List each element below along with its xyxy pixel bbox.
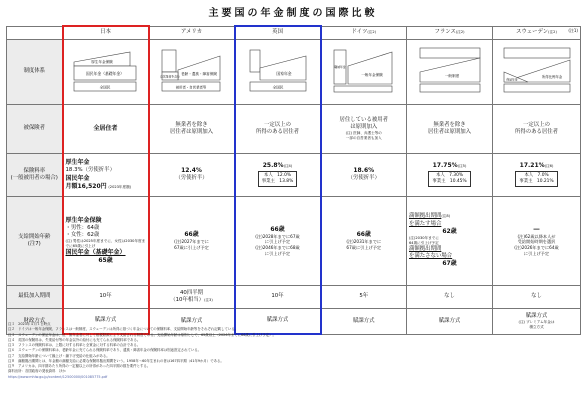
diagram-germany-side: 職域年金 <box>334 65 346 70</box>
age-uk-l3: (注)2046年までに68歳 に引上げ予定 <box>255 245 300 256</box>
diagram-japan-mid: 国民年金（基礎年金） <box>85 71 124 77</box>
diagram-usa-mid: 老齢・遺族・障害保険 <box>180 72 217 77</box>
age-france-l7: 67歳 <box>442 260 457 268</box>
row-label-rate: 保険料率 (一般被用者の場合) <box>7 154 63 197</box>
row-label-system: 制度体系 <box>7 40 63 105</box>
min-usa-l1: 40四半期 <box>179 289 204 296</box>
min-sweden: なし <box>493 286 581 309</box>
fin-usa: 賦課方式 <box>149 309 235 335</box>
rate-japan-l3: 国民年金 <box>65 174 90 182</box>
diagram-japan-bottom: 全国民 <box>99 85 110 90</box>
header-row <box>7 26 581 40</box>
min-france: なし <box>407 286 493 309</box>
insured-germany <box>321 105 407 154</box>
age-france-l1-note: (注8) <box>441 214 451 219</box>
row-system <box>7 40 581 105</box>
footnote-8: 注８ 満額拠出期間とは、年金額の満額支給に必要な保険料拠出期間をいう。1958年〜60年生まれの者は167四半期（41年9か月）である。 <box>8 358 224 363</box>
insured-usa: 無業者を除き 居住者は原則加入 <box>149 105 235 154</box>
diagram-sweden <box>493 40 581 105</box>
rate-japan-l1: 厚生年金 <box>65 159 90 167</box>
footnote-7: 注７ 支給開始年齢について繰上げ・繰下げ受給の仕組みがある。 <box>8 353 110 358</box>
diagram-usa-side: 自営業者を含む <box>159 74 180 79</box>
rate-usa-l2: （労使折半） <box>175 175 208 182</box>
diagram-france-mid: 一般制度 <box>444 74 459 79</box>
diagram-usa <box>149 40 235 105</box>
page-title: 主要国の年金制度の国際比較 <box>208 8 378 19</box>
header-sweden: スウェーデン(注2) <box>493 26 581 40</box>
age-france-l3: 62歳 <box>442 228 457 236</box>
title-note: (注1) <box>568 28 578 33</box>
rate-uk-l1-note: (注4) <box>283 163 293 168</box>
age-germany-l2: (注)2031年までに 67歳に引上げ予定 <box>346 239 382 251</box>
header-germany: ドイツ(注2) <box>321 26 407 40</box>
age-japan-l5: 65歳 <box>98 257 113 265</box>
footnote-5: 注５ フランスの保険料率は、上限に対する料率と全賃金に対する料率の合計である。 <box>8 343 141 348</box>
diagram-uk-bottom: 全国民 <box>272 85 283 90</box>
age-france-l5: 満額拠出期間 <box>409 245 442 252</box>
rate-france-l1: 17.75% <box>432 161 458 169</box>
footnotes <box>8 322 580 380</box>
insured-uk: 一定以上の 所得のある居住者 <box>235 105 321 154</box>
diagram-uk <box>235 40 321 105</box>
system-diagram-germany <box>326 42 402 98</box>
diagram-japan <box>63 40 149 105</box>
age-uk <box>235 197 321 286</box>
rate-france-l2: 本人 7.30% <box>435 173 464 179</box>
age-sweden-l1: ― <box>533 225 540 233</box>
diagram-sweden-top: 所得比例年金 <box>541 75 562 80</box>
rate-france <box>407 154 493 197</box>
insured-japan: 全居住者 <box>63 105 149 154</box>
row-label-insured: 被保険者 <box>7 105 63 154</box>
system-diagram-sweden <box>498 42 576 98</box>
header-usa: アメリカ <box>149 26 235 40</box>
row-insured <box>7 105 581 154</box>
rate-france-l3: 事業主 10.45% <box>432 179 467 185</box>
rate-uk-l1: 25.8% <box>262 161 284 169</box>
diagram-uk-mid: 国家年金 <box>275 71 292 77</box>
rate-france-breakdown <box>428 171 470 187</box>
age-uk-l2: (注)2028年までに67歳 に引上げ予定 <box>255 233 300 245</box>
header-japan: 日本 <box>63 26 149 40</box>
rate-sweden-breakdown <box>515 171 557 187</box>
insured-germany-main: 居住している被用者 は原則加入 <box>339 116 389 131</box>
rate-uk-l3: 事業主 13.8% <box>261 179 294 185</box>
source-url-link[interactable]: https://www.mhlw.go.jp/content/12500000/001085775.pdf <box>8 374 108 379</box>
diagram-germany-mid: 一般年金保険 <box>360 73 383 78</box>
footnote-3: 注３ スウェーデンの保証年金は、低・無年金者に対して租税財源により支給される制度である。支給開始年齢は原則として、65歳以上（2026年までに66歳に引上げ予定）。 <box>8 332 276 337</box>
rate-sweden <box>493 154 581 197</box>
footnote-6: 注６ スウェーデンの保険料率は、老齢年金に充てられる保険料率であり、遺族・障害年金の保険料率は別途設定されている。 <box>8 348 202 353</box>
system-diagram-france <box>412 42 488 98</box>
fin-france: 賦課方式 <box>407 309 493 335</box>
min-usa <box>149 286 235 309</box>
age-usa-l1: 66歳 <box>184 231 199 239</box>
rate-sweden-l2: 本人 7.0% <box>524 173 549 179</box>
age-japan-l3: ・女性：62歳 <box>65 232 100 239</box>
header-france: フランス(注2) <box>407 26 493 40</box>
age-japan-l1: 厚生年金保険 <box>65 216 102 224</box>
min-usa-note: (注3) <box>204 298 213 302</box>
age-usa <box>149 197 235 286</box>
rate-germany <box>321 154 407 197</box>
insured-germany-note: (注) 医師、弁護士等の 一部の自営業者も加入 <box>345 131 382 141</box>
fin-japan: 賦課方式 <box>63 309 149 335</box>
diagram-japan-top: 厚生年金保険 <box>90 60 113 65</box>
rate-japan <box>63 154 149 197</box>
min-japan: 10年 <box>63 286 149 309</box>
rate-sweden-l3: 事業主 10.21% <box>519 179 554 185</box>
diagram-sweden-mid: 保証年金 <box>505 77 518 82</box>
age-sweden-l2: (注)62歳以降本人が 受給開始時期を選択 (注)2026年までに64歳 に引上げ予定 <box>514 233 559 256</box>
age-france-l4: (注)2030年までに 64歳に引上げ予定 <box>409 236 439 245</box>
fin-sweden-l1: 賦課方式 <box>525 312 548 319</box>
age-usa-l2: (注)2027年までに 67歳に引上げ予定 <box>174 239 209 251</box>
system-diagram-usa <box>154 42 230 98</box>
age-japan <box>63 197 149 286</box>
header-blank <box>7 26 63 40</box>
age-germany-l1: 66歳 <box>356 231 371 239</box>
fin-germany: 賦課方式 <box>321 309 407 335</box>
fin-sweden-l2: (注) プレミアム年金は 積立方式 <box>518 320 555 329</box>
fin-uk: 賦課方式 <box>235 309 321 335</box>
row-label-min-period: 最低加入期間 <box>7 286 63 309</box>
age-uk-l1: 66歳 <box>270 225 285 233</box>
min-germany: 5年 <box>321 286 407 309</box>
rate-germany-l2: （労使折半） <box>347 175 380 182</box>
row-label-finance: 財政方式 <box>7 309 63 335</box>
diagram-france <box>407 40 493 105</box>
age-sweden <box>493 197 581 286</box>
footnote-9: 注９ アメリカは、四半期あたり所得の一定額以上の所得があった四半期の数を要件とする。 <box>8 364 151 369</box>
age-japan-note: (注) 男性は2025年度までに、女性は2030年度までに65歳に引上げ <box>65 239 146 249</box>
system-diagram-uk <box>240 42 316 98</box>
age-france <box>407 197 493 286</box>
diagram-germany <box>321 40 407 105</box>
rate-uk-breakdown <box>258 171 298 187</box>
insured-france: 無業者を除き 居住者は原則加入 <box>407 105 493 154</box>
age-japan-l2: ・男性：64歳 <box>65 224 100 231</box>
min-uk: 10年 <box>235 286 321 309</box>
row-min-period <box>7 286 581 309</box>
comparison-table <box>6 25 581 335</box>
rate-usa <box>149 154 235 197</box>
age-germany <box>321 197 407 286</box>
row-label-age: 支給開始年齢 (注7) <box>7 197 63 286</box>
age-france-l1: 満額拠出期間 <box>409 213 442 220</box>
rate-japan-l4: 月額16,520円 <box>65 182 107 190</box>
footnote-2: 注２ ドイツは一般年金保険、フランスは一般制度、スウェーデンは所得に基づく年金についての保険料率、支給開始年齢等をそれぞれ記載している。 <box>8 327 239 332</box>
row-rate <box>7 154 581 197</box>
age-france-l6: を満たさない場合 <box>409 253 453 260</box>
rate-uk <box>235 154 321 197</box>
system-diagram-japan <box>68 42 144 98</box>
insured-sweden: 一定以上の 所得のある居住者 <box>493 105 581 154</box>
age-france-l2: を満たす場合 <box>409 220 442 227</box>
footnote-1: 注１ 2023年４月１日時点 <box>8 322 51 326</box>
age-japan-l4: 国民年金（基礎年金） <box>65 249 126 257</box>
rate-usa-l1: 12.4% <box>181 167 202 175</box>
rate-germany-l1: 18.6% <box>353 167 375 175</box>
rate-sweden-l1-note: (注6) <box>544 163 554 168</box>
rate-japan-l4-note: (2023年度額) <box>108 184 132 189</box>
diagram-usa-bottom: 被用者・自営業者等 <box>175 85 206 90</box>
source-label: 資料出所：各国政府の発表資料 ほか <box>8 369 66 374</box>
rate-uk-l2: 本人 12.0% <box>263 173 292 179</box>
header-uk: 英国 <box>235 26 321 40</box>
rate-france-l1-note: (注5) <box>457 163 467 168</box>
rate-japan-l2: 18.3%（労使折半） <box>65 167 115 174</box>
min-usa-l2: （10年相当） <box>170 297 205 303</box>
rate-sweden-l1: 17.21% <box>519 161 545 169</box>
row-age <box>7 197 581 286</box>
footnote-4: 注４ 英国の保険料は、失業給付等の年金以外の給付にも充てられる保険料率である。 <box>8 337 141 342</box>
